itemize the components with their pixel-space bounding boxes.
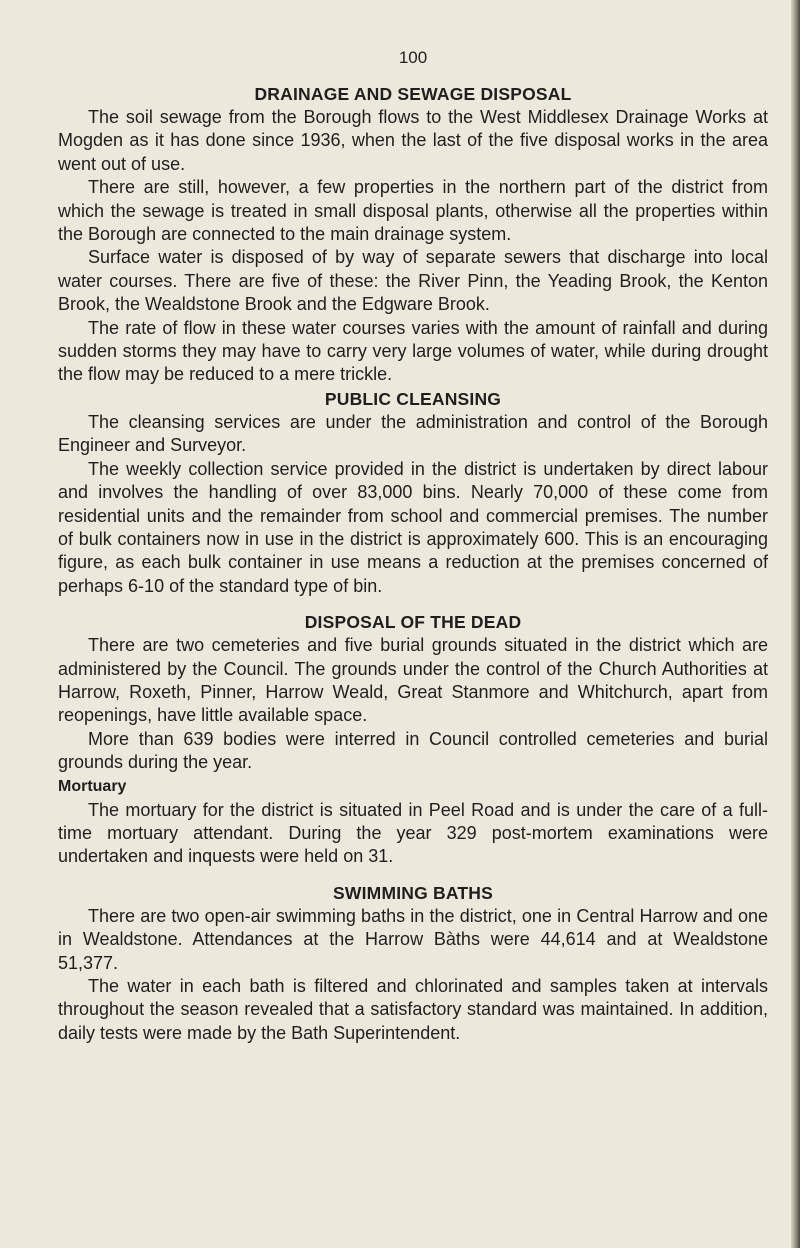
section-disposal-of-dead: [58, 610, 768, 869]
subheading-mortuary: Mortuary: [58, 777, 127, 795]
section-heading-swimming: SWIMMING BATHS: [333, 882, 493, 903]
paragraph: The cleansing services are under the administration and control of the Borough Engineer and Surveyor.: [58, 411, 768, 456]
page-number: 100: [398, 48, 428, 67]
section-drainage: [58, 82, 768, 387]
section-public-cleansing: [58, 387, 768, 598]
section-heading-drainage: DRAINAGE AND SEWAGE DISPOSAL: [254, 84, 572, 104]
page-edge-shadow: [791, 0, 800, 1248]
paragraph: There are two open-air swimming baths in the district, one in Central Harrow and one in Wealdstone. Attendances at the Harrow Bàths were 44,614 and at Wealdstone 51,377.: [58, 905, 768, 973]
paragraph: There are two cemeteries and five burial grounds situated in the district which are administered by the Council. The grounds under the control of the Church Authorities at Harrow, Roxeth, Pinner, Harrow Weald, Great Stanmore and Whitchurch, apart from reopenings, have little available space.: [58, 635, 768, 726]
paragraph: The weekly collection service provided in the district is undertaken by direct labour and involves the handling of over 83,000 bins. Nearly 70,000 of these come from residential units and the remainder from school and commercial premises. The number of bulk containers now in use in the district is approximately 600. This is an encouraging figure, as each bulk container in use means a reduction at the premises concerned of perhaps 6-10 of the standard type of bin.: [58, 458, 768, 596]
paragraph: The soil sewage from the Borough flows to the West Middlesex Drainage Works at Mogden as it has done since 1936, when the last of the five disposal works in the area went out of use.: [58, 107, 768, 174]
document-page: [58, 48, 768, 1045]
section-heading-dead: DISPOSAL OF THE DEAD: [304, 612, 522, 633]
section-swimming-baths: [58, 881, 768, 1045]
paragraph: The rate of flow in these water courses varies with the amount of rainfall and during sudden storms they may have to carry very large volumes of water, while during drought the flow may be reduced to a mere trickle.: [58, 317, 768, 385]
paragraph: More than 639 bodies were interred in Council controlled cemeteries and burial grounds during the year.: [58, 728, 768, 773]
paragraph: The water in each bath is filtered and chlorinated and samples taken at intervals throughout the season revealed that a satisfactory standard was maintained. In addition, daily tests were made by the Bath Superintendent.: [58, 976, 768, 1043]
section-heading-cleansing: PUBLIC CLEANSING: [324, 388, 502, 409]
paragraph: Surface water is disposed of by way of separate sewers that discharge into local water courses. There are five of these: the River Pinn, the Yeading Brook, the Kenton Brook, the Wealdstone Brook and the Edgware Brook.: [58, 247, 768, 315]
paragraph: The mortuary for the district is situated in Peel Road and is under the care of a full-time mortuary attendant. During the year 329 post-mortem examinations were undertaken and inquests were held on 31.: [58, 799, 768, 867]
paragraph: There are still, however, a few properties in the northern part of the district from which the sewage is treated in small disposal plants, otherwise all the properties within the Borough are connected to the main drainage system.: [58, 177, 768, 245]
